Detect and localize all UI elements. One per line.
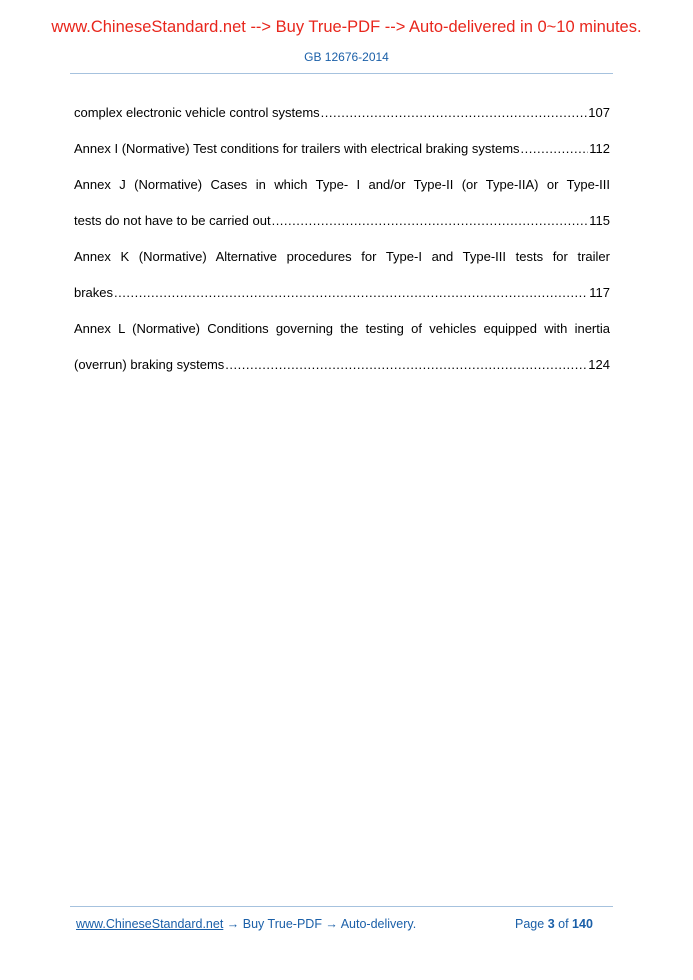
toc-leader — [320, 104, 588, 122]
page-label: Page — [515, 917, 545, 931]
toc-entry-title: Annex I (Normative) Test conditions for trailers with electrical braking systems — [74, 141, 520, 156]
toc-entry-title: complex electronic vehicle control systems — [74, 105, 320, 120]
toc-entry[interactable] — [74, 140, 610, 158]
toc-entry-page: 117 — [589, 285, 610, 300]
table-of-contents — [74, 104, 610, 374]
toc-entry-line[interactable]: Annex L (Normative) Conditions governing the testing of vehicles equipped with inertia — [74, 321, 610, 336]
toc-entry[interactable] — [74, 356, 610, 374]
toc-entry-line[interactable]: Annex J (Normative) Cases in which Type- I and/or Type-II (or Type-IIA) or Type-III — [74, 177, 610, 192]
toc-leader — [113, 284, 588, 302]
page-indicator — [515, 917, 593, 931]
footer-delivery-text: Auto-delivery. — [340, 917, 417, 931]
top-banner[interactable]: www.ChineseStandard.net --> Buy True-PDF --> Auto-delivered in 0~10 minutes. — [51, 18, 642, 36]
page-current: 3 — [547, 917, 555, 931]
toc-entry[interactable] — [74, 284, 610, 302]
toc-entry-page: 107 — [588, 105, 610, 120]
toc-entry-page: 112 — [589, 141, 610, 156]
footer-divider — [70, 906, 613, 907]
document-number: GB 12676-2014 — [304, 50, 389, 64]
arrow-right-icon: → — [321, 917, 341, 931]
toc-leader — [271, 212, 589, 230]
toc-leader — [224, 356, 587, 374]
toc-leader — [520, 140, 589, 158]
footer-website-link[interactable]: www.ChineseStandard.net — [76, 917, 224, 931]
toc-entry[interactable] — [74, 212, 610, 230]
arrow-right-icon: → — [223, 917, 243, 931]
page-total: 140 — [572, 917, 593, 931]
footer-buy-text: Buy True-PDF — [242, 917, 322, 931]
toc-entry-page: 124 — [588, 357, 610, 372]
toc-entry-line[interactable]: Annex K (Normative) Alternative procedures for Type-I and Type-III tests for trailer — [74, 249, 610, 264]
toc-entry-title: (overrun) braking systems — [74, 357, 225, 372]
toc-entry-title: tests do not have to be carried out — [74, 213, 271, 228]
header-divider — [70, 73, 613, 74]
toc-entry-page: 115 — [589, 213, 610, 228]
footer-links — [76, 917, 416, 931]
toc-entry[interactable] — [74, 104, 610, 122]
toc-entry-title: brakes — [74, 285, 114, 300]
page-of-label: of — [558, 917, 569, 931]
